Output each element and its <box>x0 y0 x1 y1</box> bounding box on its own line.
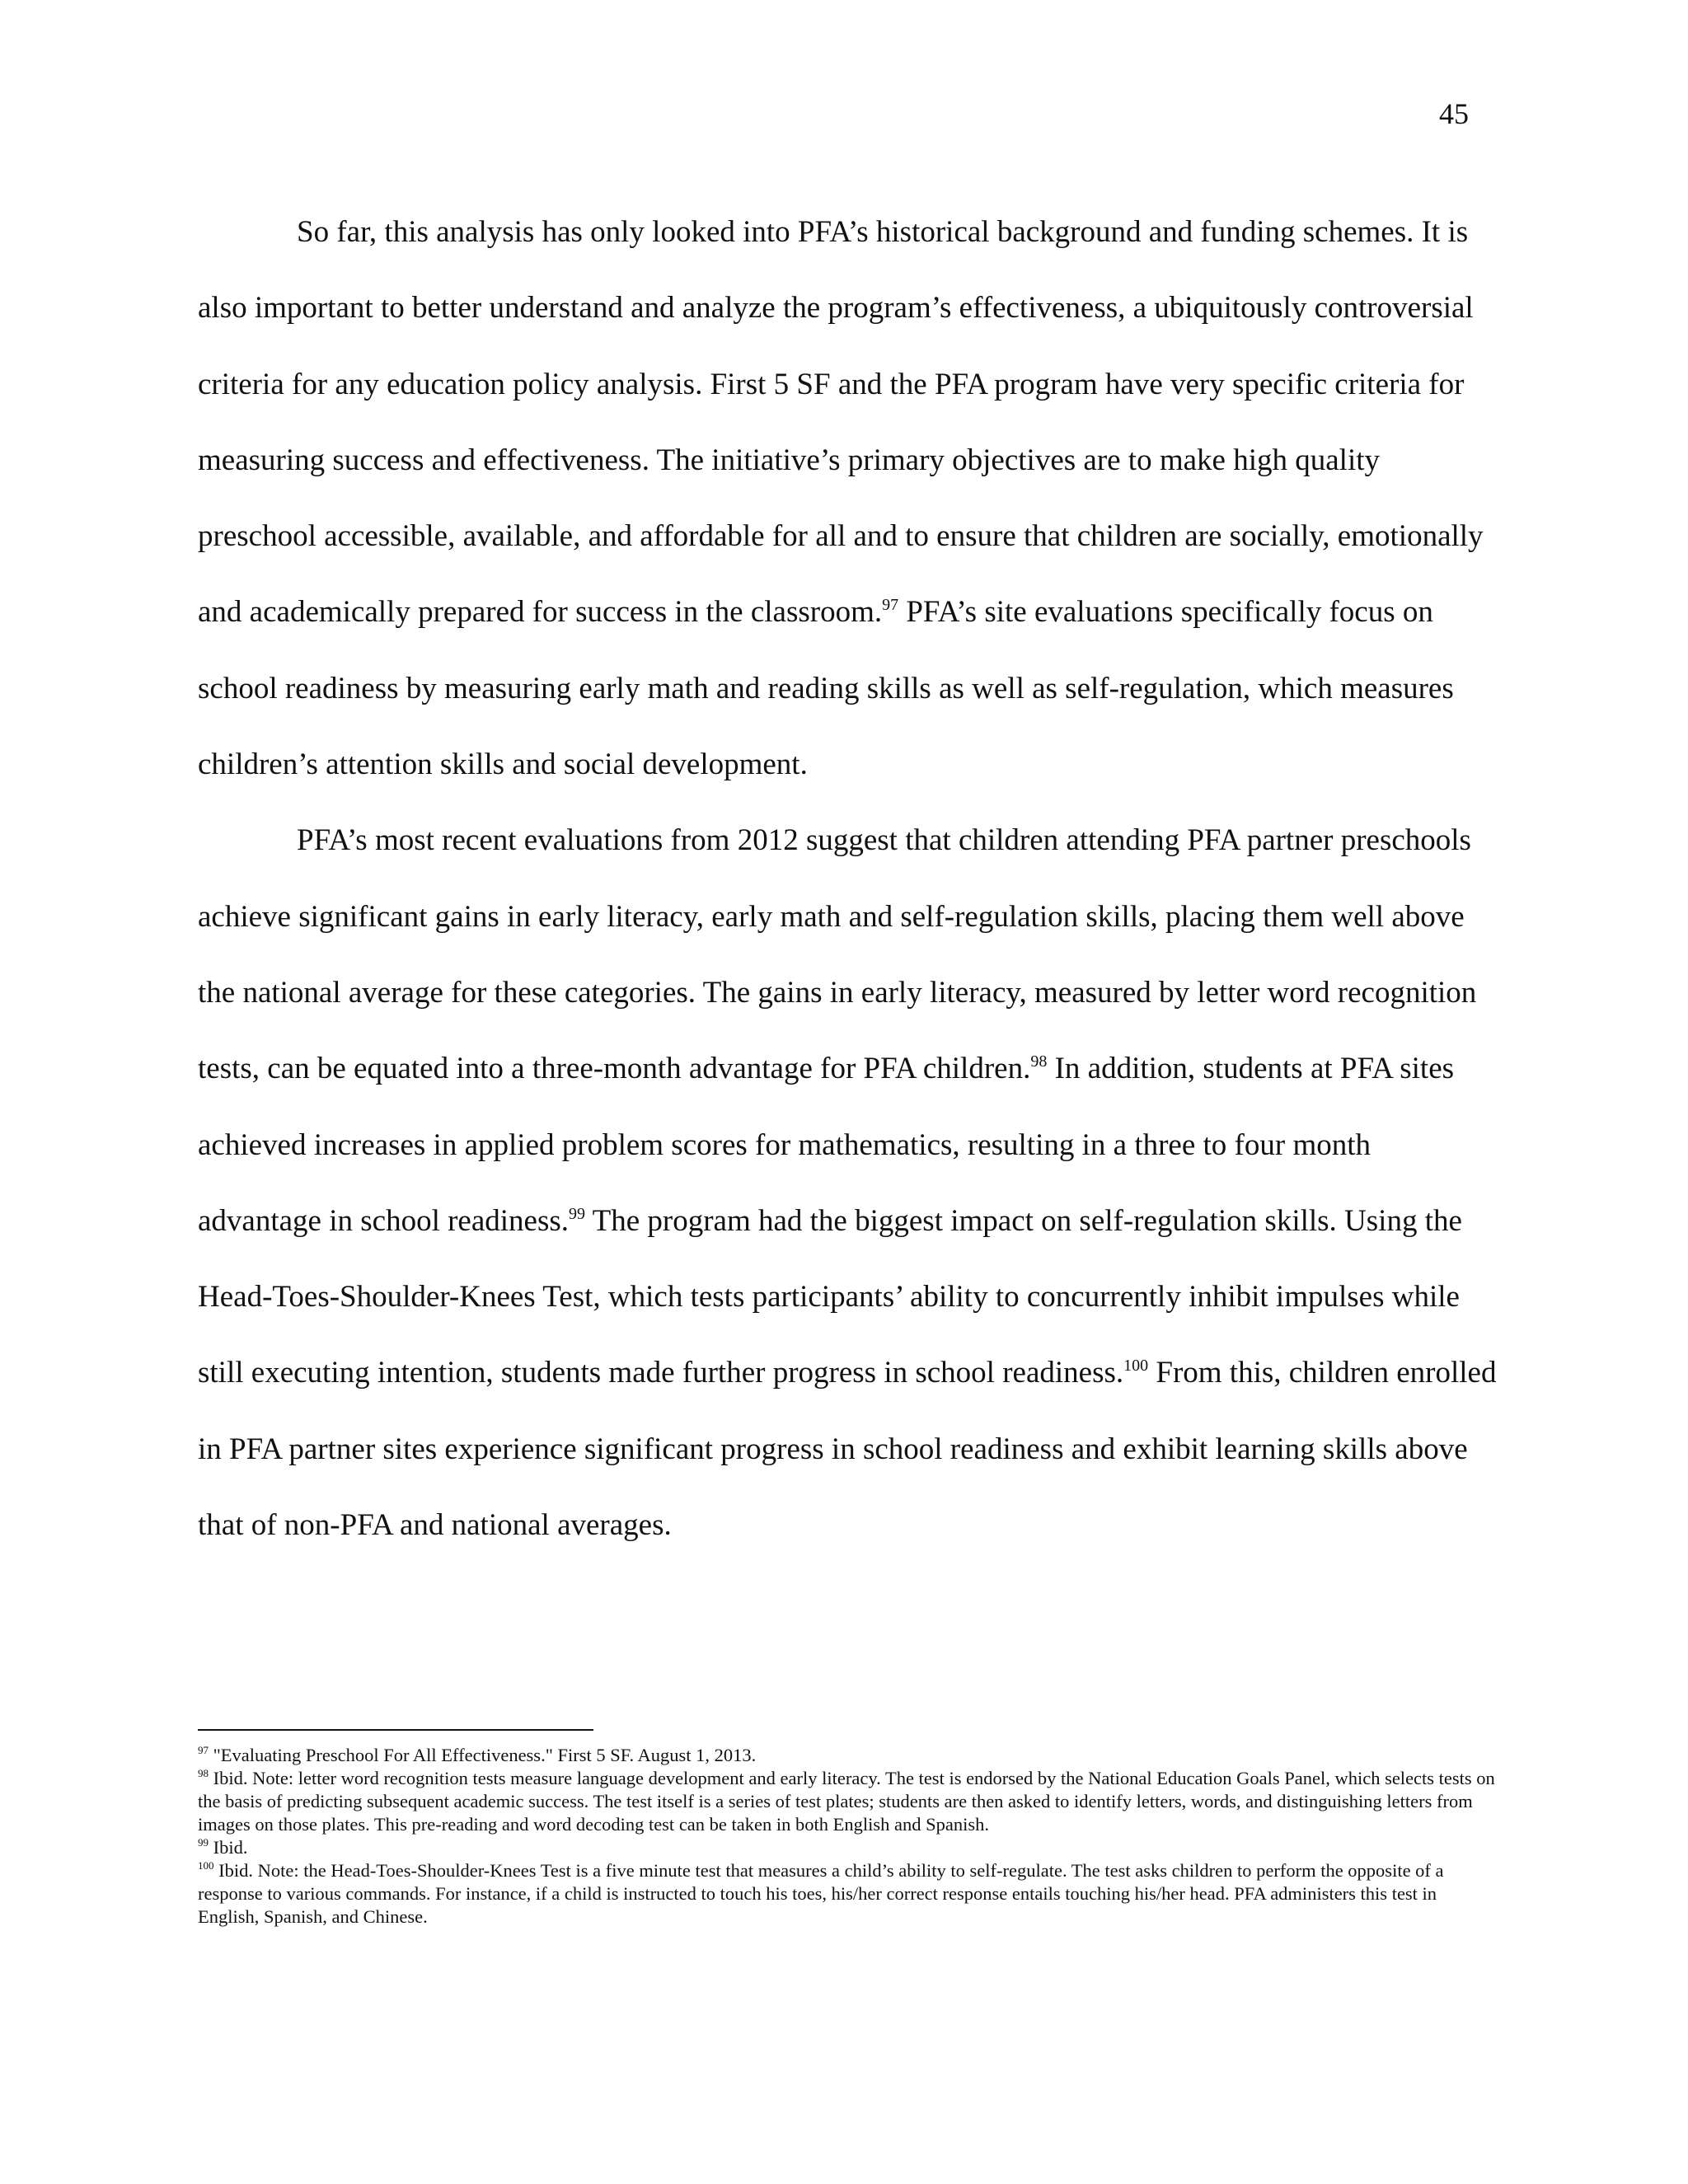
footnote-text: "Evaluating Preschool For All Effectiveness." First 5 SF. August 1, 2013. <box>209 1745 757 1765</box>
paragraph <box>198 194 1500 803</box>
footnote-number: 99 <box>198 1836 209 1849</box>
paragraph-text: From this, children enrolled in PFA partner sites experience significant progress in school readiness and exhibit learning skills above that of non-PFA and national averages. <box>198 1356 1497 1543</box>
footnote-number: 100 <box>198 1859 214 1872</box>
footnote-separator <box>198 1729 593 1731</box>
footnote-number: 97 <box>198 1744 209 1756</box>
footnote-ref-97[interactable]: 97 <box>882 596 899 615</box>
footnote-text: Ibid. <box>209 1837 248 1858</box>
footnote-number: 98 <box>198 1767 209 1779</box>
paragraph-text: PFA’s most recent evaluations from 2012 suggest that children attending PFA partner preschools achieve significant gains in early literacy, early math and self-regulation skills, placing them well above the national average for these categories. The gains in early literacy, measured by letter word recognition tests, can be equated into a three-month advantage for PFA children. <box>198 823 1477 1086</box>
footnote-98 <box>198 1767 1500 1836</box>
paragraph-text: In addition, students at PFA sites achieved increases in applied problem scores for mathematics, resulting in a three to four month advantage in school readiness. <box>198 1052 1455 1238</box>
footnote-ref-98[interactable]: 98 <box>1030 1052 1048 1071</box>
footnotes <box>198 1744 1500 1929</box>
footnote-100 <box>198 1859 1500 1929</box>
footnote-text: Ibid. Note: the Head-Toes-Shoulder-Knees Test is a five minute test that measures a child’s ability to self-regulate. The test asks children to perform the opposite of a response to various commands. For instance, if a child is instructed to touch his toes, his/her correct response entails touching his/her head. PFA administers this test in English, Spanish, and Chinese. <box>198 1860 1444 1927</box>
page-number: 45 <box>1439 97 1469 130</box>
body-text <box>198 194 1500 1563</box>
paragraph-text: PFA’s site evaluations specifically focus on school readiness by measuring early math and reading skills as well as self-regulation, which measures children’s attention skills and social development. <box>198 595 1454 782</box>
paragraph <box>198 803 1500 1563</box>
footnote-text: Ibid. Note: letter word recognition tests measure language development and early literacy. The test is endorsed by the National Education Goals Panel, which selects tests on the basis of predicting subsequent academic success. The test itself is a series of test plates; students are then asked to identify letters, words, and distinguishing letters from images on those plates. This pre-reading and word decoding test can be taken in both English and Spanish. <box>198 1768 1495 1835</box>
paragraph-text: The program had the biggest impact on self-regulation skills. Using the Head-Toes-Shoulder-Knees Test, which tests participants’ ability to concurrently inhibit impulses while still executing intention, students made further progress in school readiness. <box>198 1203 1462 1390</box>
paragraph-text: So far, this analysis has only looked into PFA’s historical background and funding schemes. It is also important to better understand and analyze the program’s effectiveness, a ubiquitously controversial criteria for any education policy analysis. First 5 SF and the PFA program have very specific criteria for measuring success and effectiveness. The initiative’s primary objectives are to make high quality preschool accessible, available, and affordable for all and to ensure that children are socially, emotionally and academically prepared for success in the classroom. <box>198 215 1484 630</box>
footnote-ref-99[interactable]: 99 <box>569 1204 586 1223</box>
footnote-ref-100[interactable]: 100 <box>1123 1357 1149 1376</box>
footnote-99 <box>198 1836 1500 1859</box>
footnote-97 <box>198 1744 1500 1767</box>
